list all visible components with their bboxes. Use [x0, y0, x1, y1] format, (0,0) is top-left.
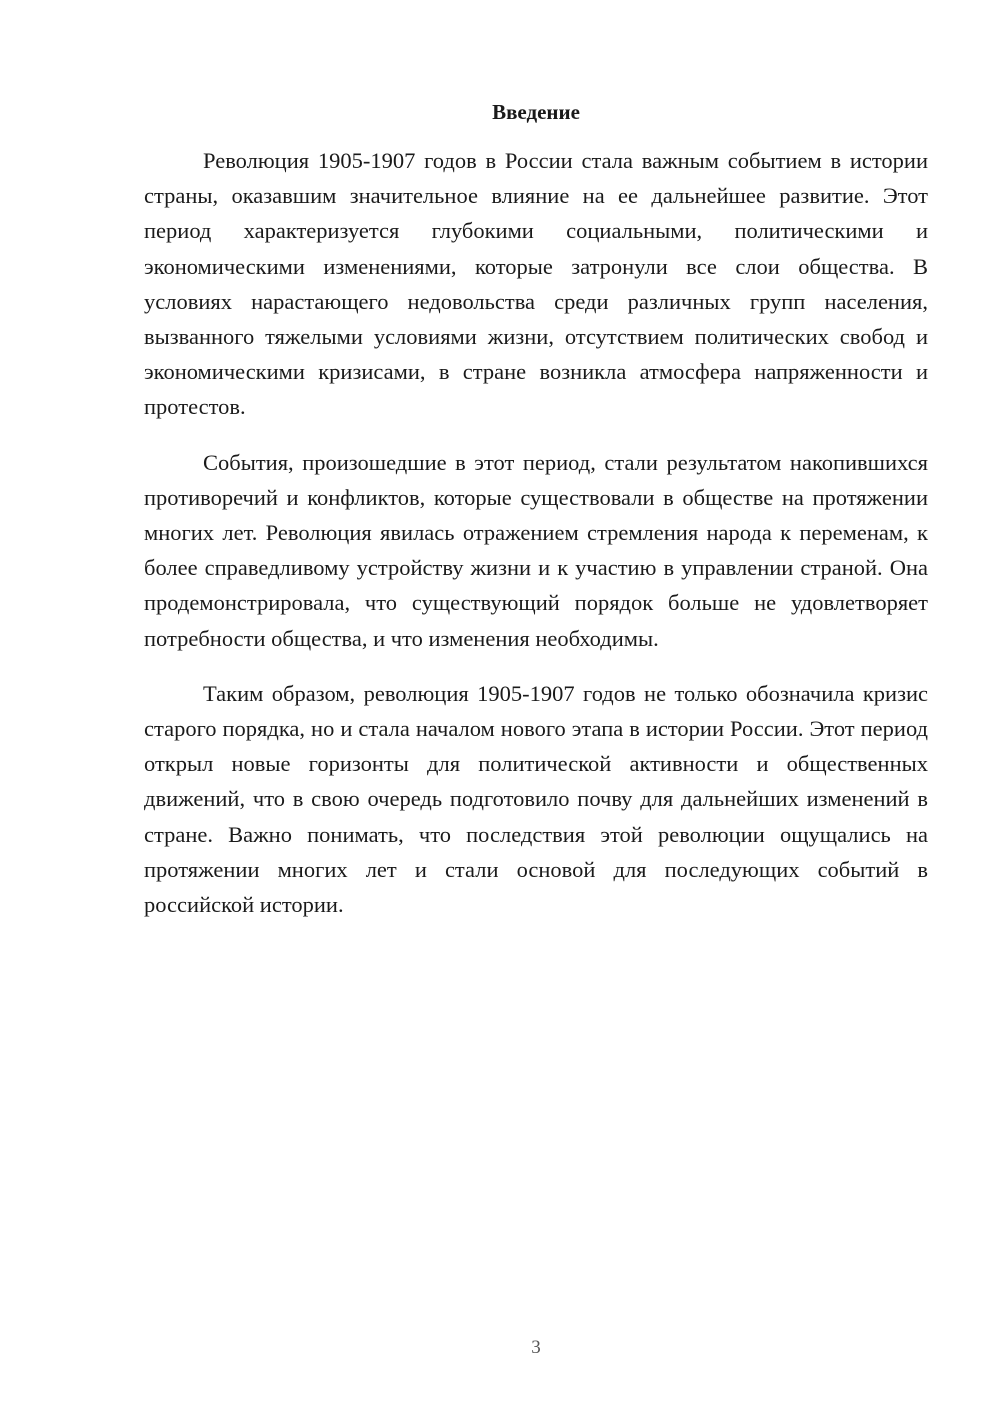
paragraph: Таким образом, революция 1905-1907 годов не только обозначила кризис старого порядка, но и стала началом нового этапа в истории России. Этот период открыл новые горизонты для политической активности и общественных движений, что в свою очередь подготовило почву для дальнейших изменений в стране. Важно понимать, что последствия этой революции ощущались на протяжении многих лет и стали основой для последующих событий в российской истории.	[144, 680, 928, 918]
document-body	[144, 143, 928, 942]
paragraph: События, произошедшие в этот период, стали результатом накопившихся противоречий и конфликтов, которые существовали в обществе на протяжении многих лет. Революция явилась отражением стремления народа к переменам, к более справедливому устройству жизни и к участию в управлении страной. Она продемонстрировала, что существующий порядок больше не удовлетворяет потребности общества, и что изменения необходимы.	[144, 449, 928, 651]
paragraph: Революция 1905-1907 годов в России стала важным событием в истории страны, оказавшим значительное влияние на ее дальнейшее развитие. Этот период характеризуется глубокими социальными, политическими и экономическими изменениями, которые затронули все слои общества. В условиях нарастающего недовольства среди различных групп населения, вызванного тяжелыми условиями жизни, отсутствием политических свобод и экономическими кризисами, в стране возникла атмосфера напряженности и протестов.	[144, 148, 928, 420]
section-heading: Введение	[492, 100, 580, 124]
page-number: 3	[531, 1337, 541, 1358]
